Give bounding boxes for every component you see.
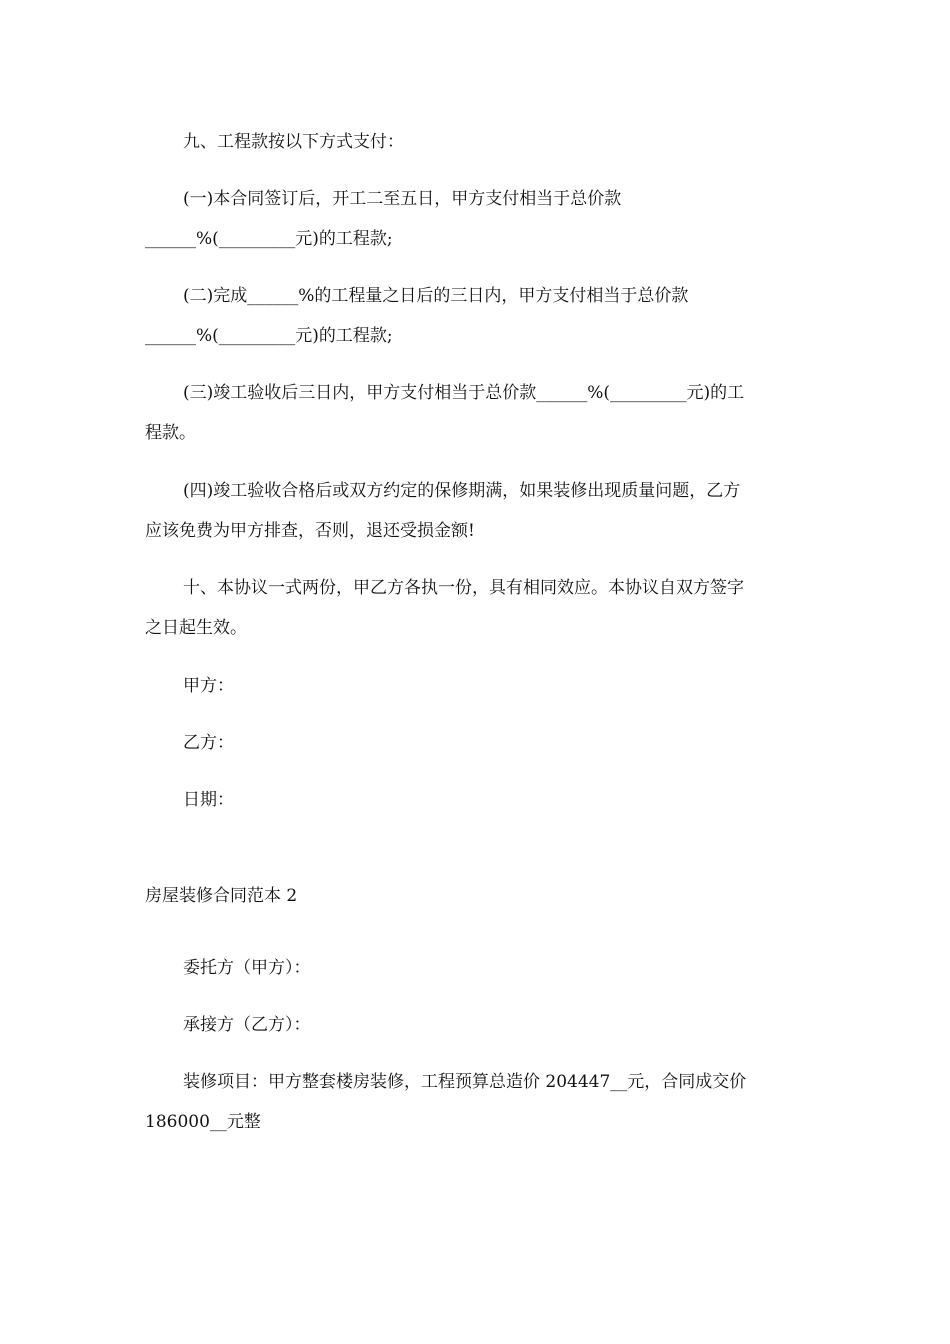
signature-date: 日期： [183,790,234,810]
payment-clause-1-line2: ______%(_________元)的工程款; [145,229,393,249]
payment-clause-4-line1: (四)竣工验收合格后或双方约定的保修期满，如果装修出现质量问题，乙方 [183,481,741,501]
contractor-party: 承接方（乙方）： [183,1015,311,1035]
section-9-title: 九、工程款按以下方式支付： [183,132,404,152]
signature-party-b: 乙方： [183,733,234,753]
project-line2: 186000__元整 [145,1112,261,1132]
payment-clause-2-line1: (二)完成______%的工程量之日后的三日内，甲方支付相当于总价款 [183,286,689,306]
payment-clause-2-line2: ______%(_________元)的工程款; [145,326,393,346]
payment-clause-3-line2: 程款。 [145,423,196,443]
payment-clause-3-line1: (三)竣工验收后三日内，甲方支付相当于总价款______%(_________元)的工 [183,383,745,403]
section-10-line1: 十、本协议一式两份，甲乙方各执一份，具有相同效应。本协议自双方签字 [183,578,744,598]
signature-party-a: 甲方： [183,676,234,696]
contract-heading-2: 房屋装修合同范本 2 [145,886,298,906]
project-line1: 装修项目：甲方整套楼房装修，工程预算总造价 204447__元，合同成交价 [183,1072,747,1092]
section-10-line2: 之日起生效。 [145,618,247,638]
payment-clause-1-line1: (一)本合同签订后，开工二至五日，甲方支付相当于总价款 [183,189,622,209]
client-party: 委托方（甲方）： [183,958,311,978]
payment-clause-4-line2: 应该免费为甲方排查，否则，退还受损金额! [145,521,475,541]
